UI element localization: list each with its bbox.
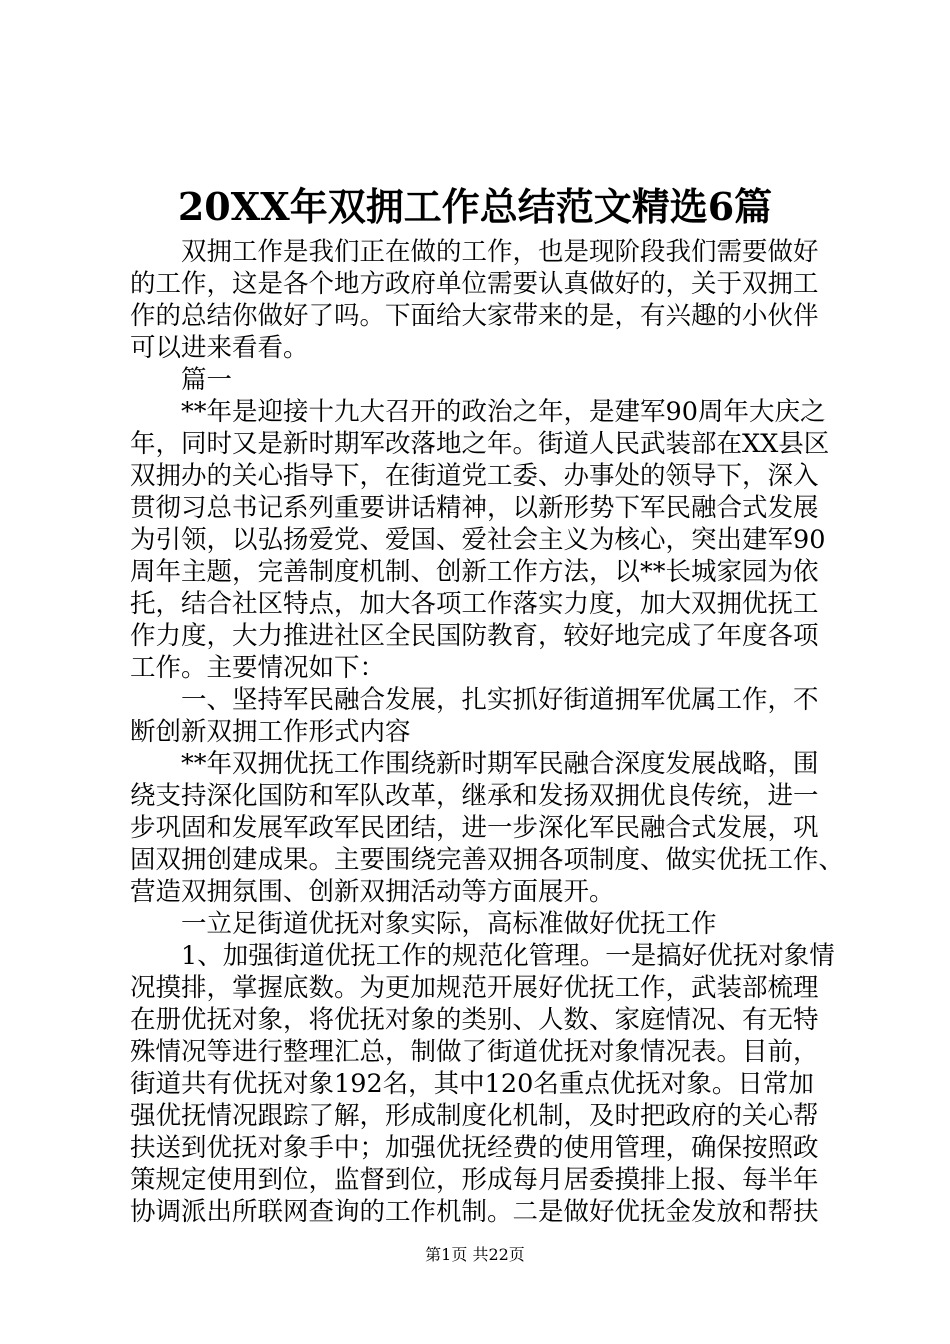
- document-body: [130, 236, 845, 1228]
- text-line: 贯彻习总书记系列重要讲话精神，以新形势下军民融合式发展: [130, 493, 819, 523]
- text-line: 协调派出所联网查询的工作机制。二是做好优抚金发放和帮扶: [130, 1197, 819, 1227]
- text-line: 断创新双拥工作形式内容: [130, 717, 411, 747]
- document-title: 20XX年双拥工作总结范文精选6篇: [177, 184, 773, 229]
- text-line: 在册优抚对象，将优抚对象的类别、人数、家庭情况、有无特: [130, 1005, 819, 1035]
- text-line: 周年主题，完善制度机制、创新工作方法，以**长城家园为依: [130, 557, 819, 587]
- text-line: 街道共有优抚对象192名，其中120名重点优抚对象。日常加: [130, 1069, 814, 1099]
- text-line: 况摸排，掌握底数。为更加规范开展好优抚工作，武装部梳理: [130, 973, 819, 1003]
- text-line: 1、加强街道优抚工作的规范化管理。一是搞好优抚对象情: [181, 941, 835, 971]
- section-heading: 篇一: [181, 365, 233, 395]
- text-line: 的工作，这是各个地方政府单位需要认真做好的，关于双拥工: [130, 269, 819, 299]
- text-line: 固双拥创建成果。主要围绕完善双拥各项制度、做实优抚工作、: [130, 845, 845, 875]
- text-line: 作力度，大力推进社区全民国防教育，较好地完成了年度各项: [130, 621, 819, 651]
- text-line: 策规定使用到位，监督到位，形成每月居委摸排上报、每半年: [130, 1165, 819, 1195]
- page-number: 第1页 共22页: [425, 1245, 525, 1264]
- text-line: 工作。主要情况如下：: [130, 653, 386, 683]
- text-line: 为引领，以弘扬爱党、爱国、爱社会主义为核心，突出建军90: [130, 525, 826, 555]
- text-line: **年双拥优抚工作围绕新时期军民融合深度发展战略，围: [181, 749, 819, 779]
- text-line: 绕支持深化国防和军队改革，继承和发扬双拥优良传统，进一: [130, 781, 819, 811]
- text-line: 步巩固和发展军政军民团结，进一步深化军民融合式发展，巩: [130, 813, 819, 843]
- text-line: 年，同时又是新时期军改落地之年。街道人民武装部在XX县区: [130, 429, 830, 459]
- text-line: 作的总结你做好了吗。下面给大家带来的是，有兴趣的小伙伴: [130, 301, 819, 331]
- text-line: 一、坚持军民融合发展，扎实抓好街道拥军优属工作，不: [181, 685, 819, 715]
- text-line: 可以进来看看。: [130, 333, 309, 363]
- text-line: 强优抚情况跟踪了解，形成制度化机制，及时把政府的关心帮: [130, 1101, 819, 1131]
- text-line: 扶送到优抚对象手中；加强优抚经费的使用管理，确保按照政: [130, 1133, 819, 1163]
- text-line: 双拥办的关心指导下，在街道党工委、办事处的领导下，深入: [130, 461, 819, 491]
- text-line: 双拥工作是我们正在做的工作，也是现阶段我们需要做好: [181, 237, 819, 267]
- text-line: 一立足街道优抚对象实际，高标准做好优抚工作: [181, 909, 717, 939]
- text-line: 营造双拥氛围、创新双拥活动等方面展开。: [130, 877, 615, 907]
- text-line: **年是迎接十九大召开的政治之年，是建军90周年大庆之: [181, 397, 826, 427]
- text-line: 托，结合社区特点，加大各项工作落实力度，加大双拥优抚工: [130, 589, 819, 619]
- text-line: 殊情况等进行整理汇总，制做了街道优抚对象情况表。目前，: [130, 1037, 819, 1067]
